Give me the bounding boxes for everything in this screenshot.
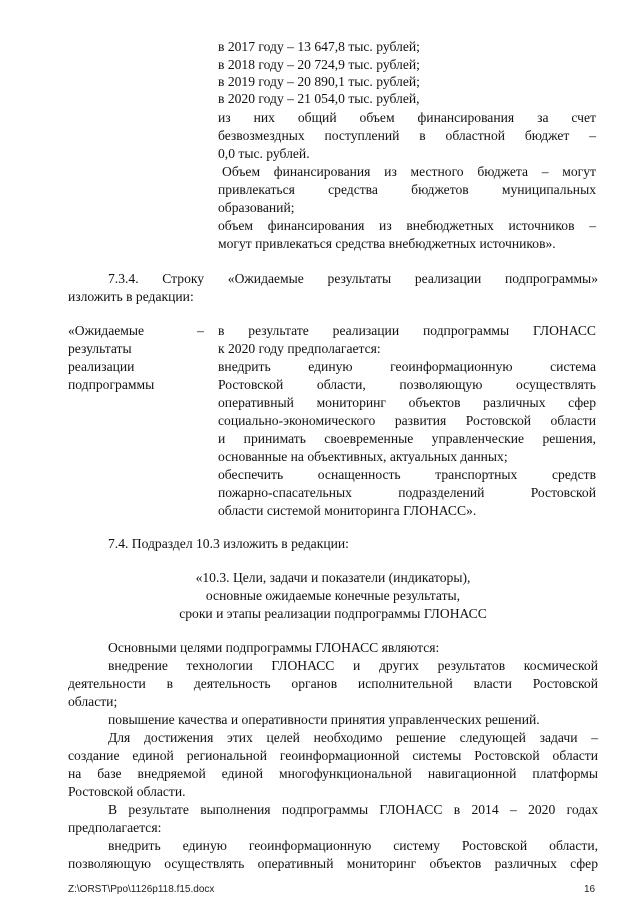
funding-year-line: в 2017 году – 13 647,8 тыс. рублей; — [218, 39, 420, 54]
section-103-heading-line: сроки и этапы реализации подпрограммы ГЛОНАСС — [179, 606, 487, 621]
body-line: Ростовской области. — [68, 784, 186, 799]
results-content-line: обеспечить оснащенность транспортных средств — [218, 467, 596, 482]
results-content-line: оперативный мониторинг объектов различных сфер — [218, 395, 596, 410]
body-line: на базе внедряемой единой многофункциональной навигационной платформы — [68, 766, 598, 781]
results-content-line: к 2020 году предполагается: — [218, 341, 381, 356]
results-label-line: подпрограммы — [68, 377, 155, 392]
body-line: позволяющую осуществлять оперативный мониторинг объектов различных сфер — [68, 856, 598, 871]
body-line: В результате выполнения подпрограммы ГЛОНАСС в 2014 – 2020 годах — [108, 802, 598, 817]
extra-budget-line: объем финансирования из внебюджетных источников – — [218, 218, 596, 233]
page-number: 16 — [584, 884, 596, 895]
free-receipts-line: 0,0 тыс. рублей. — [218, 146, 310, 161]
funding-year-line: в 2020 году – 21 054,0 тыс. рублей, — [218, 91, 420, 106]
results-dash: – — [197, 323, 204, 338]
free-receipts-line: из них общий объем финансирования за счет — [218, 110, 596, 125]
free-receipts-line: безвозмездных поступлений в областной бюджет – — [218, 128, 596, 143]
results-content-line: пожарно-спасательных подразделений Ростовской — [218, 485, 596, 500]
body-line: деятельности в деятельность органов исполнительной власти Ростовской — [68, 676, 598, 691]
funding-year-line: в 2018 году – 20 724,9 тыс. рублей; — [218, 57, 420, 72]
extra-budget-line: могут привлекаться средства внебюджетных источников». — [218, 236, 556, 251]
results-label-line: реализации — [68, 359, 135, 374]
body-line: области; — [68, 694, 118, 709]
results-content-line: и принимать своевременные управленческие решения, — [218, 431, 596, 446]
body-line: внедрение технологии ГЛОНАСС и других результатов космической — [108, 658, 598, 673]
body-line: Основными целями подпрограммы ГЛОНАСС являются: — [108, 640, 440, 655]
section-103-heading-line: «10.3. Цели, задачи и показатели (индикаторы), — [195, 570, 471, 585]
body-line: создание единой региональной геоинформационной системы Ростовской области — [68, 748, 598, 763]
results-content-line: области системой мониторинга ГЛОНАСС». — [218, 503, 477, 518]
body-line: повышение качества и оперативности принятия управленческих решений. — [108, 712, 540, 727]
body-line: предполагается: — [68, 820, 162, 835]
body-line: внедрить единую геоинформационную систему Ростовской области, — [108, 838, 598, 853]
section-734-heading: изложить в редакции: — [68, 289, 194, 304]
local-budget-line: Объем финансирования из местного бюджета – могут — [222, 164, 596, 179]
results-content-line: Ростовской области, позволяющую осуществлять — [218, 377, 596, 392]
local-budget-line: привлекаться средства бюджетов муниципальных — [218, 182, 596, 197]
footer-file-path: Z:\ORST\Ppo\1126p118.f15.docx — [68, 884, 215, 895]
results-content-line: основанные на объективных, актуальных данных; — [218, 449, 508, 464]
results-label-line: «Ожидаемые — [68, 323, 145, 338]
results-label-line: результаты — [68, 341, 132, 356]
results-content-line: социально-экономического развития Ростовской области — [218, 413, 596, 428]
results-content-line: внедрить единую геоинформационную система — [218, 359, 596, 374]
local-budget-line: образований; — [218, 200, 295, 215]
section-734-heading: 7.3.4. Строку «Ожидаемые результаты реализации подпрограммы» — [108, 271, 598, 286]
results-content-line: в результате реализации подпрограммы ГЛОНАСС — [218, 323, 596, 338]
section-103-heading-line: основные ожидаемые конечные результаты, — [205, 588, 461, 603]
funding-year-line: в 2019 году – 20 890,1 тыс. рублей; — [218, 74, 420, 89]
section-74-intro: 7.4. Подраздел 10.3 изложить в редакции: — [108, 536, 349, 551]
body-line: Для достижения этих целей необходимо решение следующей задачи – — [108, 730, 598, 745]
